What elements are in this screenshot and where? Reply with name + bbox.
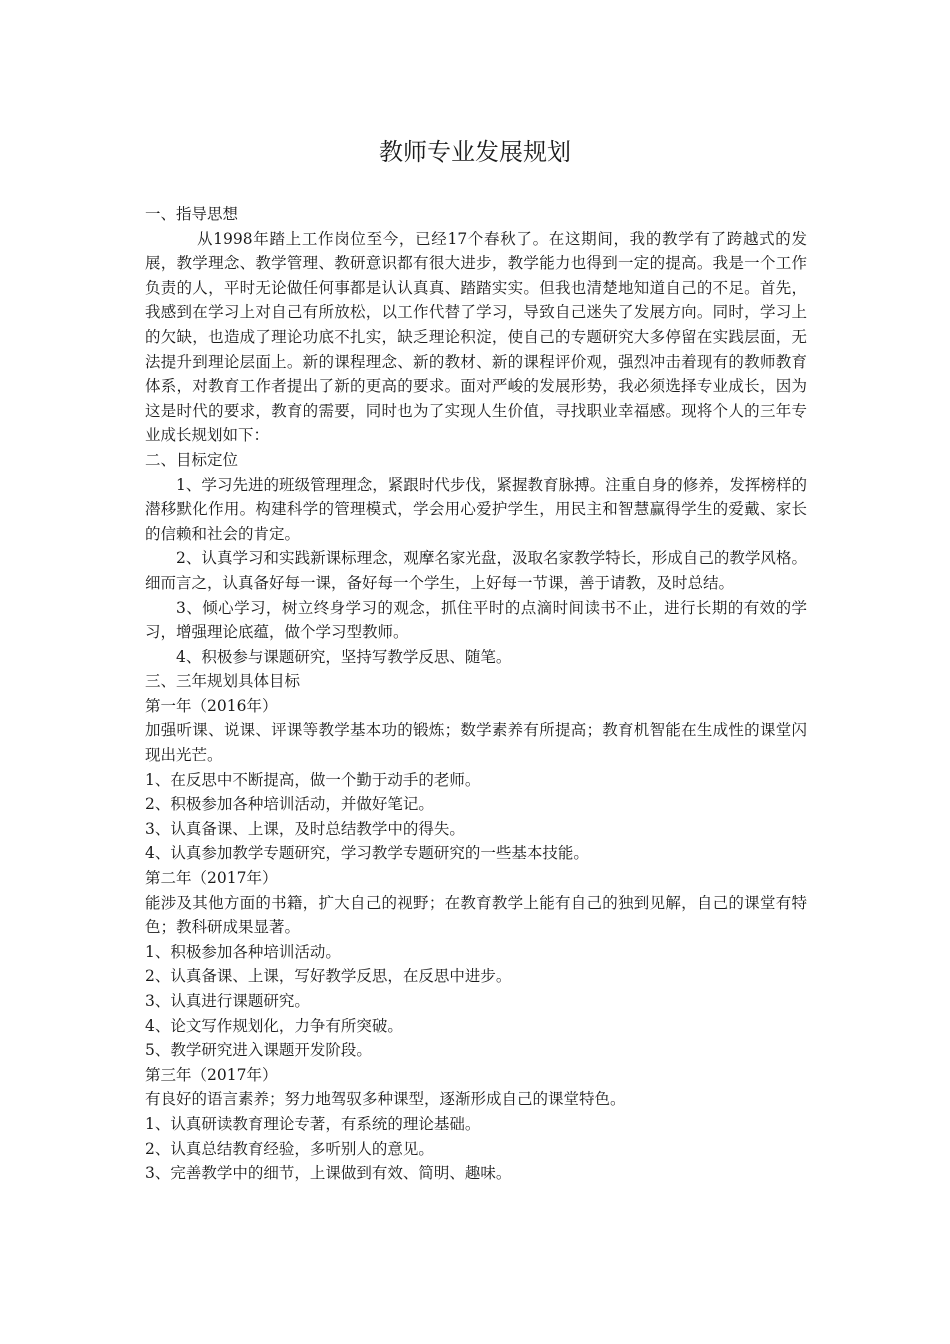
year-item: 4、认真参加教学专题研究，学习教学专题研究的一些基本技能。 [145, 844, 589, 863]
goal-item: 1、学习先进的班级管理理念，紧跟时代步伐，紧握教育脉搏。注重自身的修养，发挥榜样的潜移默化作用。构建科学的管理模式，学会用心爱护学生，用民主和智慧赢得学生的爱戴、家长的信赖和社会的肯定。 [145, 475, 807, 543]
year-item: 3、认真备课、上课，及时总结教学中的得失。 [145, 819, 465, 838]
section-heading-guiding-thought: 一、指导思想 [145, 205, 239, 223]
section-heading-goal-positioning: 二、目标定位 [145, 450, 239, 469]
year-summary: 能涉及其他方面的书籍，扩大自己的视野；在教育教学上能有自己的独到见解，自己的课堂有特色；教科研成果显著。 [145, 893, 807, 937]
year-label: 第三年（2017年） [145, 1065, 278, 1084]
year-item: 1、积极参加各种培训活动。 [145, 942, 341, 961]
year-summary: 加强听课、说课、评课等教学基本功的锻炼；数学素养有所提高；教育机智能在生成性的课堂闪现出光芒。 [145, 721, 807, 765]
year-item: 2、认真总结教育经验，多听别人的意见。 [145, 1139, 434, 1158]
year-item: 2、积极参加各种培训活动，并做好笔记。 [145, 795, 434, 814]
year-summary: 有良好的语言素养；努力地驾驭多种课型，逐渐形成自己的课堂特色。 [145, 1090, 626, 1109]
section-heading-three-year-plan: 三、三年规划具体目标 [145, 672, 301, 691]
document-title: 教师专业发展规划 [379, 138, 571, 166]
year-item: 3、认真进行课题研究。 [145, 992, 310, 1010]
year-label: 第一年（2016年） [145, 696, 278, 715]
year-item: 2、认真备课、上课，写好教学反思，在反思中进步。 [145, 967, 512, 986]
year-label: 第二年（2017年） [145, 869, 278, 888]
goal-item: 3、倾心学习，树立终身学习的观念，抓住平时的点滴时间读书不止，进行长期的有效的学习，增强理论底蕴，做个学习型教师。 [145, 598, 807, 642]
year-item: 3、完善教学中的细节，上课做到有效、简明、趣味。 [145, 1164, 512, 1183]
goal-item: 4、积极参与课题研究，坚持写教学反思、随笔。 [176, 647, 512, 666]
year-item: 5、教学研究进入课题开发阶段。 [145, 1041, 372, 1060]
year-item: 1、在反思中不断提高，做一个勤于动手的老师。 [145, 770, 481, 789]
document-body [145, 202, 807, 1186]
goal-item: 2、认真学习和实践新课标理念，观摩名家光盘，汲取名家教学特长，形成自己的教学风格。细而言之，认真备好每一课，备好每一个学生，上好每一节课，善于请教，及时总结。 [145, 549, 807, 592]
year-item: 4、论文写作规划化，力争有所突破。 [145, 1016, 403, 1035]
year-item: 1、认真研读教育理论专著，有系统的理论基础。 [145, 1114, 481, 1133]
guiding-thought-paragraph: 从1998年踏上工作岗位至今，已经17个春秋了。在这期间，我的教学有了跨越式的发展，教学理念、教学管理、教研意识都有很大进步，教学能力也得到一定的提高。我是一个工作负责的人，平时无论做任何事都是认认真真、踏踏实实。但我也清楚地知道自己的不足。首先，我感到在学习上对自己有所放松，以工作代替了学习，导致自己迷失了发展方向。同时，学习上的欠缺，也造成了理论功底不扎实，缺乏理论积淀，使自己的专题研究大多停留在实践层面，无法提升到理论层面上。新的课程理念、新的教材、新的课程评价观，强烈冲击着现有的教师教育体系，对教育工作者提出了新的更高的要求。面对严峻的发展形势，我必须选择专业成长，因为这是时代的要求，教育的需要，同时也为了实现人生价值，寻找职业幸福感。现将个人的三年专业成长规划如下： [145, 229, 807, 445]
